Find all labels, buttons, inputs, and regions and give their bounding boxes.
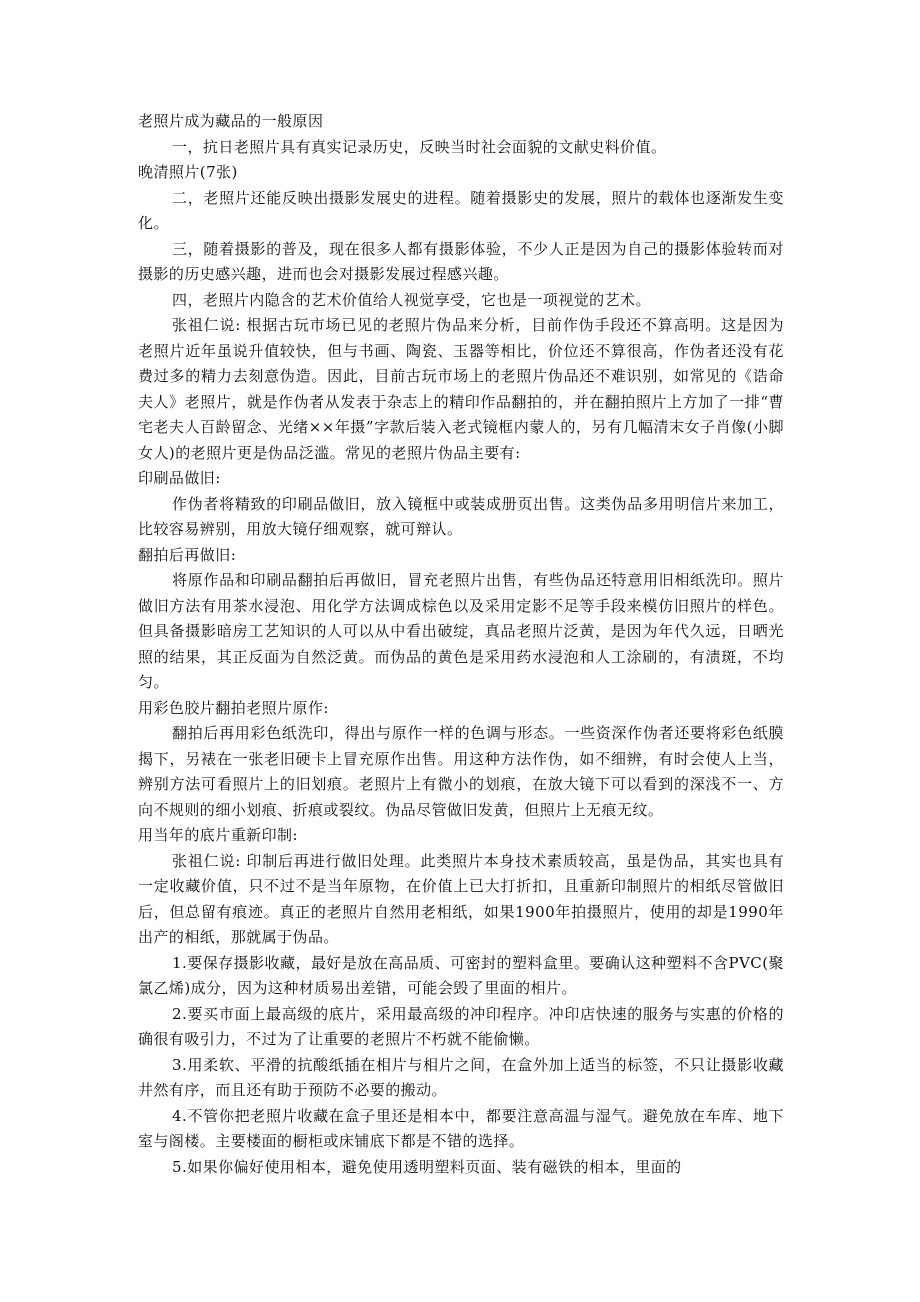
caption-line: 晚清照片(7张) (138, 163, 238, 181)
subheading: 印刷品做旧: (138, 469, 221, 487)
paragraph: 张祖仁说: 根据古玩市场已见的老照片伪品来分析，目前作伪手段还不算高明。这是因为老照片近年虽说升值较快，但与书画、陶瓷、玉器等相比，价位还不算很高，作伪者还没有花费过多的精力去刻意伪造。因此，目前古玩市场上的老照片伪品还不难识别，如常见的《诰命夫人》老照片，就是作伪者从发表于杂志上的精印作品翻拍的，并在翻拍照片上方加了一排“曹宅老夫人百龄留念、光绪××年摄”字款后装入老式镜框内蒙人的，另有几幅清末女子肖像(小脚女人)的老照片更是伪品泛滥。常见的老照片伪品主要有: (138, 316, 784, 462)
paragraph: 二，老照片还能反映出摄影发展史的进程。随着摄影史的发展，照片的载体也逐渐发生变化。 (138, 188, 784, 232)
paragraph: 一，抗日老照片具有真实记录历史，反映当时社会面貌的文献史料价值。 (172, 137, 667, 156)
section-title: 老照片成为藏品的一般原因 (138, 112, 324, 130)
paragraph: 翻拍后再用彩色纸洗印，得出与原作一样的色调与形态。一些资深作伪者还要将彩色纸膜揭下，另裱在一张老旧硬卡上冒充原作出售。用这种方法作伪，如不细辨，有时会使人上当，辨别方法可看照片上的旧划痕。老照片上有微小的划痕，在放大镜下可以看到的深浅不一、方向不规则的细小划痕、折痕或裂纹。伪品尽管做旧发黄，但照片上无痕无纹。 (138, 724, 784, 819)
list-item: 1.要保存摄影收藏，最好是放在高品质、可密封的塑料盒里。要确认这种塑料不含PVC(聚氯乙烯)成分，因为这种材质易出差错，可能会毁了里面的相片。 (138, 953, 784, 997)
paragraph: 作伪者将精致的印刷品做旧，放入镜框中或装成册页出售。这类伪品多用明信片来加工，比较容易辨别，用放大镜仔细观察，就可辩认。 (138, 494, 784, 538)
paragraph: 四，老照片内隐含的艺术价值给人视觉享受，它也是一项视觉的艺术。 (172, 290, 651, 309)
paragraph: 三，随着摄影的普及，现在很多人都有摄影体验，不少人正是因为自己的摄影体验转而对摄影的历史感兴趣，进而也会对摄影发展过程感兴趣。 (138, 239, 784, 283)
paragraph: 张祖仁说: 印制后再进行做旧处理。此类照片本身技术素质较高，虽是伪品，其实也具有一定收藏价值，只不过不是当年原物，在价值上已大打折扣，且重新印制照片的相纸尽管做旧后，但总留有痕迹。真正的老照片自然用老相纸，如果1900年拍摄照片，使用的却是1990年出产的相纸，那就属于伪品。 (138, 851, 784, 946)
list-item: 5.如果你偏好使用相本，避免使用透明塑料页面、装有磁铁的相本，里面的 (172, 1157, 682, 1176)
subheading: 用彩色胶片翻拍老照片原作: (138, 698, 329, 717)
list-item: 4.不管你把老照片收藏在盒子里还是相本中，都要注意高温与湿气。避免放在车库、地下室与阁楼。主要楼面的橱柜或床铺底下都是不错的选择。 (138, 1106, 784, 1150)
list-item: 3.用柔软、平滑的抗酸纸插在相片与相片之间，在盒外加上适当的标签，不只让摄影收藏井然有序，而且还有助于预防不必要的搬动。 (138, 1055, 784, 1099)
subheading: 翻拍后再做旧: (138, 545, 237, 564)
subheading: 用当年的底片重新印制: (138, 826, 299, 844)
list-item: 2.要买市面上最高级的底片，采用最高级的冲印程序。冲印店快速的服务与实惠的价格的确很有吸引力，不过为了让重要的老照片不朽就不能偷懒。 (138, 1004, 784, 1048)
paragraph: 将原作品和印刷品翻拍后再做旧，冒充老照片出售，有些伪品还特意用旧相纸洗印。照片做旧方法有用茶水浸泡、用化学方法调成棕色以及采用定影不足等手段来模仿旧照片的样色。但具备摄影暗房工艺知识的人可以从中看出破绽，真品老照片泛黄，是因为年代久远，日晒光照的结果，其正反面为自然泛黄。而伪品的黄色是采用药水浸泡和人工涂刷的，有渍斑，不均匀。 (138, 571, 784, 691)
document-page (138, 109, 784, 1180)
